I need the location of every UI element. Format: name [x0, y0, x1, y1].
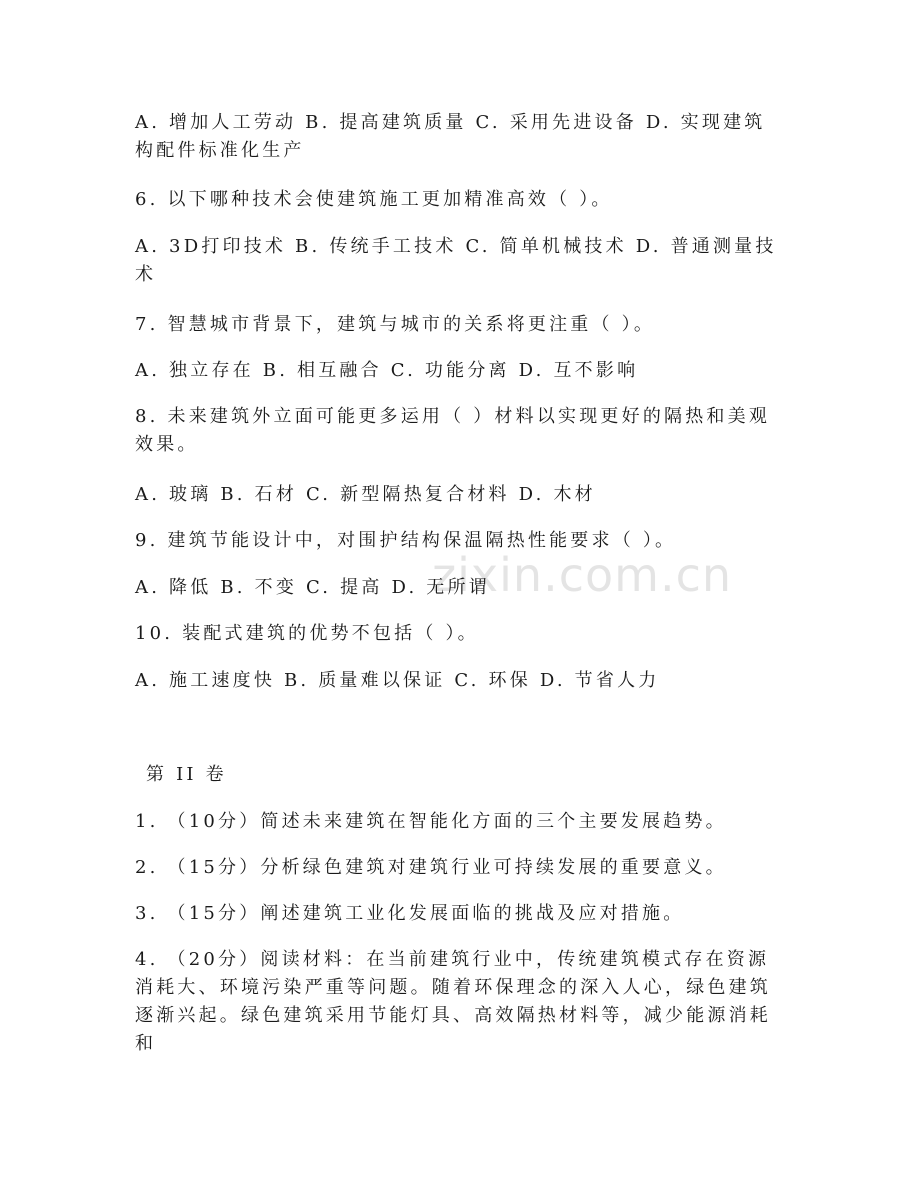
- q10-options: A. 施工速度快 B. 质量难以保证 C. 环保 D. 节省人力: [135, 670, 660, 691]
- essay-q4: 4. （20分）阅读材料：在当前建筑行业中，传统建筑模式存在资源消耗大、环境污染严重等问题。随着环保理念的深入人心，绿色建筑逐渐兴起。绿色建筑采用节能灯具、高效隔热材料等，减少能源消耗和: [135, 949, 771, 1054]
- essay-q2: 2. （15分）分析绿色建筑对建筑行业可持续发展的重要意义。: [135, 857, 727, 878]
- q9-options: A. 降低 B. 不变 C. 提高 D. 无所谓: [135, 577, 490, 598]
- essay-q3: 3. （15分）阐述建筑工业化发展面临的挑战及应对措施。: [135, 903, 685, 924]
- q5-options: A. 增加人工劳动 B. 提高建筑质量 C. 采用先进设备 D. 实现建筑构配件标准化生产: [135, 112, 766, 161]
- q7-stem: 7. 智慧城市背景下，建筑与城市的关系将更注重（ ）。: [135, 314, 656, 335]
- q8-options: A. 玻璃 B. 石材 C. 新型隔热复合材料 D. 木材: [135, 484, 596, 505]
- watermark: zixin.com.cn: [432, 548, 733, 602]
- q7-options: A. 独立存在 B. 相互融合 C. 功能分离 D. 互不影响: [135, 360, 639, 381]
- q10-stem: 10. 装配式建筑的优势不包括（ ）。: [135, 623, 479, 644]
- section-title: 第 II 卷: [146, 764, 227, 785]
- essay-q1: 1. （10分）简述未来建筑在智能化方面的三个主要发展趋势。: [135, 811, 727, 832]
- q8-stem: 8. 未来建筑外立面可能更多运用（ ）材料以实现更好的隔热和美观效果。: [135, 406, 771, 455]
- q6-stem: 6. 以下哪种技术会使建筑施工更加精准高效（ ）。: [135, 189, 613, 210]
- q9-stem: 9. 建筑节能设计中，对围护结构保温隔热性能要求（ ）。: [135, 530, 677, 551]
- q6-options: A. 3D打印技术 B. 传统手工技术 C. 简单机械技术 D. 普通测量技术: [135, 236, 777, 285]
